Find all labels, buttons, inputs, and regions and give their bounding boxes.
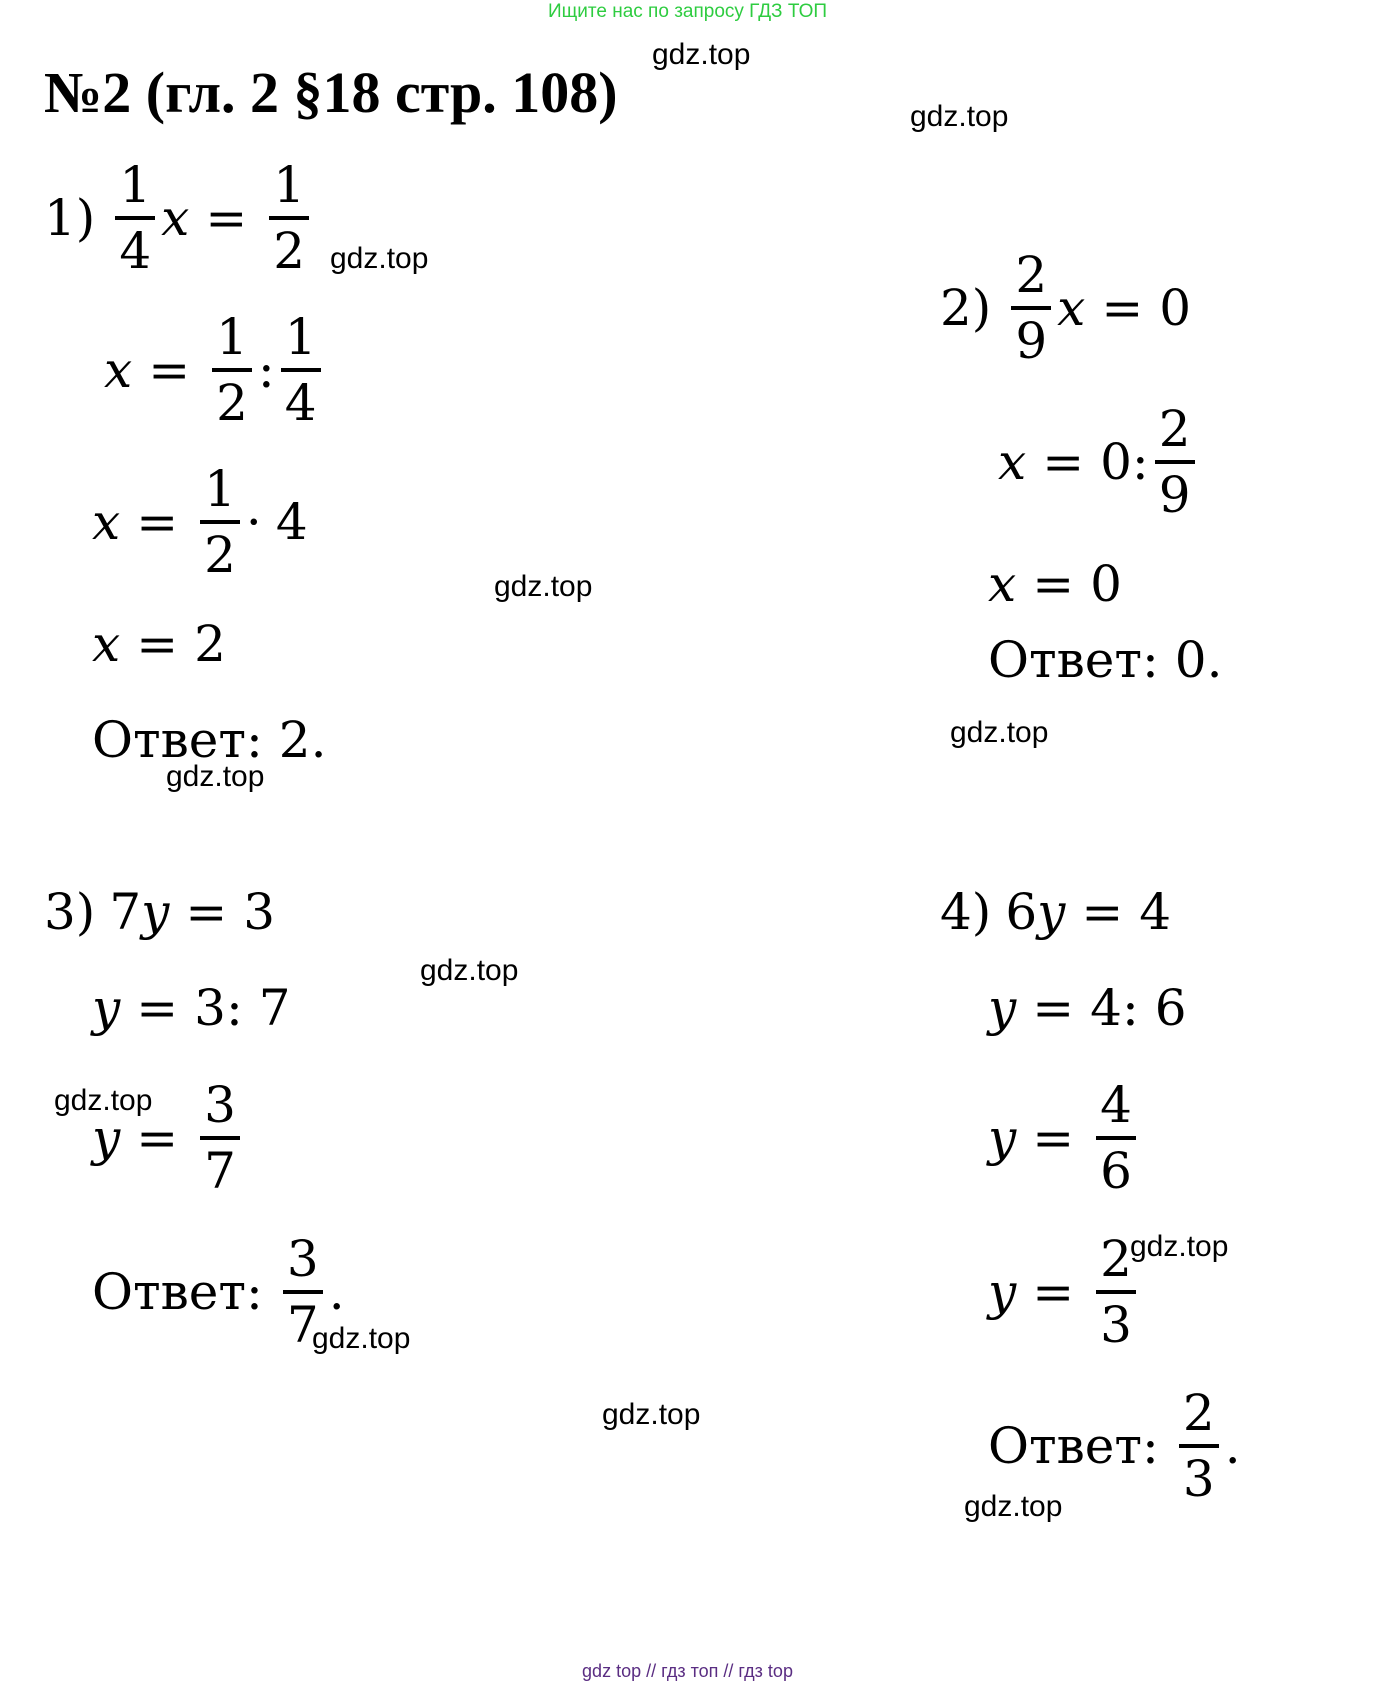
equals-sign: = xyxy=(185,883,228,941)
variable: y xyxy=(988,1263,1017,1321)
variable: x xyxy=(92,615,121,673)
fraction xyxy=(212,306,252,434)
numerator: 1 xyxy=(119,156,152,214)
equals-sign: = xyxy=(1032,1109,1075,1167)
denominator: 3 xyxy=(1182,1450,1215,1508)
equals-sign: = xyxy=(1032,555,1075,613)
fraction xyxy=(1011,244,1051,372)
variable: y xyxy=(92,1109,121,1167)
value: 0 xyxy=(1159,279,1192,337)
footer-links: gdz top // гдз топ // гдз top xyxy=(582,1661,793,1681)
fraction xyxy=(200,458,240,586)
variable: x xyxy=(1057,279,1086,337)
problem-3-step-1 xyxy=(92,938,291,1078)
page-title: №2 (гл. 2 §18 стр. 108) xyxy=(44,60,618,125)
value: 4 xyxy=(275,493,308,551)
numerator: 1 xyxy=(204,460,236,518)
value: 3: 7 xyxy=(194,979,291,1037)
fraction xyxy=(283,1228,323,1356)
equals-sign: = xyxy=(1032,979,1075,1037)
problem-4-label: 4) xyxy=(940,883,992,941)
denominator: 9 xyxy=(1158,466,1191,524)
numerator: 1 xyxy=(284,308,317,366)
answer-period: . xyxy=(1224,1417,1241,1475)
numerator: 2 xyxy=(1158,400,1191,458)
answer-text: Ответ: 2. xyxy=(92,711,327,769)
problem-2-label: 2) xyxy=(940,279,992,337)
variable: x xyxy=(988,555,1017,613)
multiplication-sign: · xyxy=(245,493,262,551)
value: 4 xyxy=(1139,883,1172,941)
division-sign: : xyxy=(257,341,275,399)
numerator: 2 xyxy=(1015,246,1048,304)
watermark: gdz.top xyxy=(1130,1230,1229,1263)
fraction xyxy=(281,306,321,434)
denominator: 7 xyxy=(204,1142,236,1200)
numerator: 1 xyxy=(216,308,248,366)
problem-2-step-1 xyxy=(998,392,1201,532)
problem-4-step-3 xyxy=(988,1222,1142,1362)
variable: x xyxy=(104,341,133,399)
problem-4-step-2 xyxy=(988,1068,1142,1208)
denominator: 2 xyxy=(216,374,248,432)
value: 3 xyxy=(243,883,276,941)
watermark: gdz.top xyxy=(494,570,593,603)
variable: y xyxy=(988,1109,1017,1167)
denominator: 7 xyxy=(286,1296,319,1354)
watermark: gdz.top xyxy=(602,1398,701,1431)
variable: x xyxy=(998,433,1027,491)
denominator: 6 xyxy=(1100,1142,1132,1200)
problem-1-step-1 xyxy=(104,300,327,440)
denominator: 3 xyxy=(1100,1296,1132,1354)
coefficient: 6 xyxy=(1005,883,1038,941)
numerator: 2 xyxy=(1182,1384,1215,1442)
equals-sign: = xyxy=(136,979,179,1037)
problem-3-label: 3) xyxy=(44,883,96,941)
watermark: gdz.top xyxy=(166,760,265,793)
fraction xyxy=(1155,398,1195,526)
fraction xyxy=(1096,1074,1136,1202)
value: 2 xyxy=(194,615,226,673)
fraction xyxy=(200,1074,240,1202)
answer-label: Ответ: xyxy=(92,1263,263,1321)
variable: x xyxy=(161,189,190,247)
watermark: gdz.top xyxy=(54,1084,153,1117)
watermark: gdz.top xyxy=(652,38,751,71)
numerator: 2 xyxy=(1100,1230,1132,1288)
answer-period: . xyxy=(328,1263,345,1321)
problem-2-equation xyxy=(940,238,1191,378)
equals-sign: = xyxy=(136,1109,179,1167)
watermark: gdz.top xyxy=(964,1490,1063,1523)
fraction xyxy=(115,154,155,282)
value: 0: xyxy=(1100,433,1149,491)
denominator: 2 xyxy=(273,222,306,280)
equals-sign: = xyxy=(1101,279,1144,337)
value: 4: 6 xyxy=(1090,979,1187,1037)
variable: y xyxy=(141,883,170,941)
answer-label: Ответ: xyxy=(988,1417,1159,1475)
watermark: gdz.top xyxy=(312,1322,411,1355)
problem-3-step-2 xyxy=(92,1068,246,1208)
numerator: 3 xyxy=(204,1076,236,1134)
answer-text: Ответ: 0. xyxy=(988,631,1223,689)
variable: y xyxy=(988,979,1017,1037)
coefficient: 7 xyxy=(109,883,142,941)
problem-1-equation xyxy=(44,148,315,288)
variable: y xyxy=(92,979,121,1037)
fraction xyxy=(1179,1382,1219,1510)
watermark: gdz.top xyxy=(420,954,519,987)
denominator: 4 xyxy=(119,222,152,280)
equals-sign: = xyxy=(1081,883,1124,941)
problem-1-step-2 xyxy=(92,452,308,592)
watermark: gdz.top xyxy=(950,716,1049,749)
equals-sign: = xyxy=(1042,433,1085,491)
problem-4-answer xyxy=(988,1376,1241,1516)
numerator: 3 xyxy=(286,1230,319,1288)
variable: x xyxy=(92,493,121,551)
problem-2-answer xyxy=(988,590,1223,730)
watermark: gdz.top xyxy=(330,242,429,275)
equals-sign: = xyxy=(205,189,248,247)
denominator: 4 xyxy=(284,374,317,432)
watermark: gdz.top xyxy=(910,100,1009,133)
problem-1-answer xyxy=(92,670,327,810)
equals-sign: = xyxy=(136,493,179,551)
numerator: 4 xyxy=(1100,1076,1132,1134)
value: 0 xyxy=(1090,555,1122,613)
denominator: 9 xyxy=(1015,312,1048,370)
equals-sign: = xyxy=(1032,1263,1075,1321)
problem-1-label: 1) xyxy=(44,189,96,247)
equals-sign: = xyxy=(148,341,191,399)
problem-4-step-1 xyxy=(988,938,1187,1078)
equals-sign: = xyxy=(136,615,179,673)
fraction xyxy=(1096,1228,1136,1356)
search-banner: Ищите нас по запросу ГДЗ ТОП xyxy=(547,1,828,22)
numerator: 1 xyxy=(273,156,306,214)
variable: y xyxy=(1037,883,1066,941)
problem-3-answer xyxy=(92,1222,345,1362)
fraction xyxy=(269,154,309,282)
denominator: 2 xyxy=(204,526,236,584)
